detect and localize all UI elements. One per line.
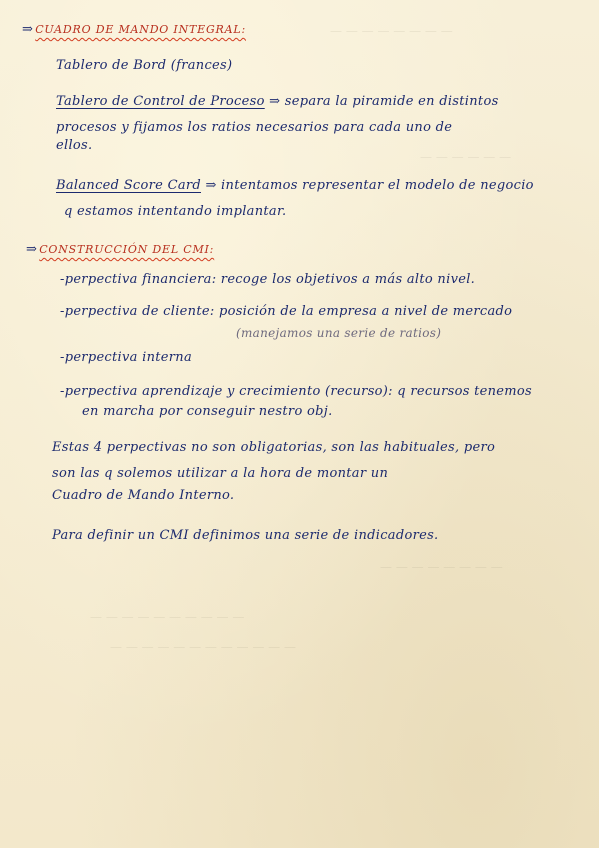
- bleed-through-text: — — — — — —: [420, 150, 512, 164]
- bsc-definition: ⇒ intentamos representar el modelo de negocio: [205, 178, 534, 193]
- bleed-through-text: — — — — — — — — — — — —: [110, 640, 296, 654]
- closing-paragraph-line-2: son las q solemos utilizar a la hora de montar un: [52, 466, 389, 481]
- tablero-control-term: Tablero de Control de Proceso: [56, 94, 265, 109]
- closing-paragraph-line-1: Estas 4 perpectivas no son obligatorias, son las habituales, pero: [52, 440, 496, 455]
- perspectiva-interna: -perpectiva interna: [60, 350, 193, 365]
- perspectiva-cliente: -perpectiva de cliente: posición de la empresa a nivel de mercado: [60, 304, 513, 319]
- bsc-line: [56, 178, 534, 193]
- heading-text: CUADRO DE MANDO INTEGRAL:: [35, 23, 246, 36]
- tablero-control-definition: ⇒ separa la piramide en distintos: [269, 94, 499, 109]
- closing-paragraph-2: Para definir un CMI definimos una serie de indicadores.: [52, 528, 439, 543]
- closing-paragraph-line-3: Cuadro de Mando Interno.: [52, 488, 235, 503]
- perspectiva-financiera: -perpectiva financiera: recoge los objetivos a más alto nivel.: [60, 272, 476, 287]
- bleed-through-text: — — — — — — — — — —: [90, 610, 245, 624]
- bsc-line-2: q estamos intentando implantar.: [64, 204, 287, 219]
- section-heading-cuadro: [22, 22, 246, 37]
- perspectiva-aprendizaje: -perpectiva aprendizaje y crecimiento (recurso): q recursos tenemos: [60, 384, 533, 399]
- arrow-icon: ⇒: [22, 22, 34, 37]
- bleed-through-text: — — — — — — — —: [330, 24, 453, 38]
- arrow-icon: ⇒: [26, 242, 38, 257]
- bsc-term: Balanced Score Card: [56, 178, 201, 193]
- section-heading-construccion: [26, 242, 214, 257]
- tablero-control-line: [56, 94, 499, 109]
- perspectiva-aprendizaje-line-2: en marcha por conseguir nestro obj.: [82, 404, 333, 419]
- tablero-control-line-2: procesos y fijamos los ratios necesarios para cada uno de: [56, 120, 453, 135]
- heading-text: CONSTRUCCIÓN DEL CMI:: [39, 243, 215, 256]
- perspectiva-cliente-note: (manejamos una serie de ratios): [236, 326, 442, 340]
- bleed-through-text: — — — — — — — —: [380, 560, 503, 574]
- tablero-control-line-3: ellos.: [56, 138, 93, 153]
- tablero-bord-line: Tablero de Bord (frances): [56, 58, 233, 73]
